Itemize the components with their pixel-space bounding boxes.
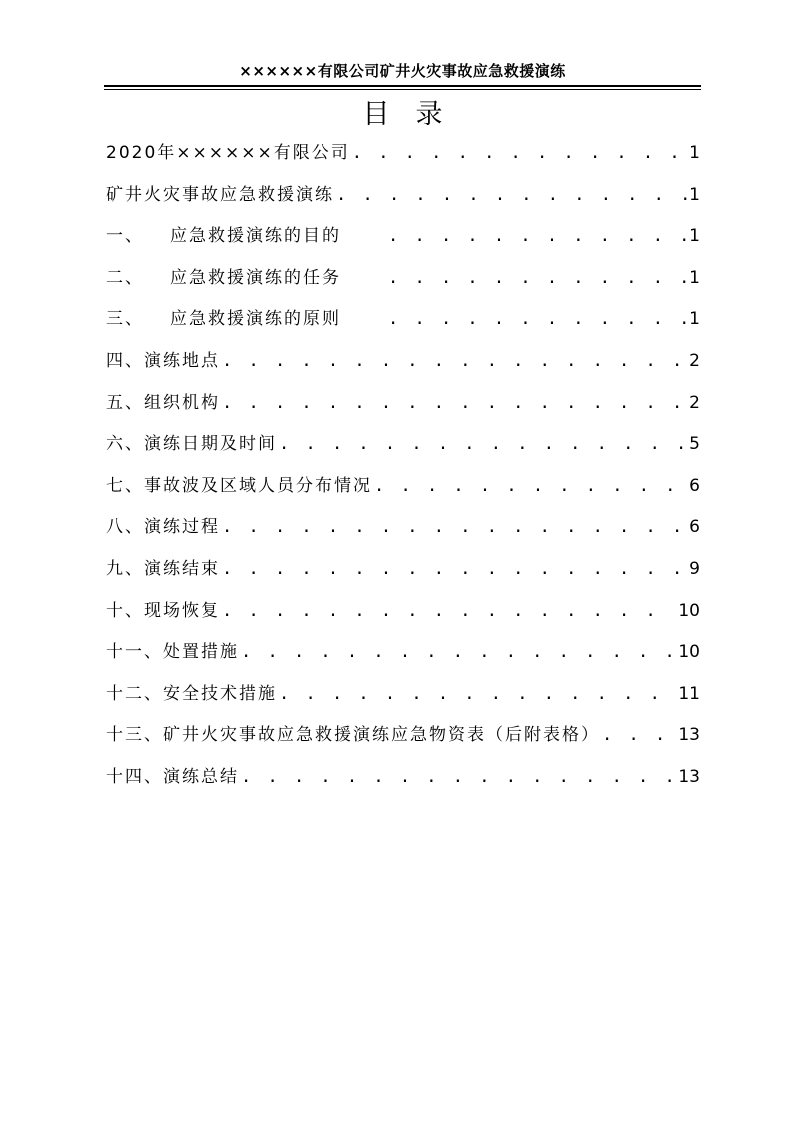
toc-leader-dots xyxy=(388,304,687,334)
toc-entry-page: 2 xyxy=(689,392,700,413)
toc-entry[interactable] xyxy=(106,221,700,263)
toc-entry[interactable] xyxy=(106,180,700,222)
toc-leader-dots xyxy=(388,221,687,251)
toc-entry-label: 应急救援演练的目的 xyxy=(170,226,341,247)
toc-entry-label: 演练过程 xyxy=(144,517,220,538)
toc-entry-page: 1 xyxy=(689,309,700,330)
header-rule-thick xyxy=(104,85,701,87)
toc-entry-number: 十一、 xyxy=(106,642,163,663)
toc-entry[interactable] xyxy=(106,512,700,554)
toc-entry-label: 演练日期及时间 xyxy=(144,434,277,455)
toc-entry[interactable] xyxy=(106,429,700,471)
toc-entry-page: 13 xyxy=(678,766,700,787)
toc-entry-number: 二、 xyxy=(106,267,144,288)
toc-entry-label: 事故波及区域人员分布情况 xyxy=(144,475,372,496)
toc-leader-dots xyxy=(352,138,687,168)
toc-leader-dots xyxy=(279,429,687,459)
toc-entry[interactable] xyxy=(106,637,700,679)
toc-entry-label: 现场恢复 xyxy=(144,600,220,621)
toc-entry-page: 1 xyxy=(689,267,700,288)
toc-entry-page: 1 xyxy=(689,184,700,205)
toc-entry-number: 八、 xyxy=(106,517,144,538)
toc-leader-dots xyxy=(241,762,676,792)
toc-leader-dots xyxy=(388,263,687,293)
toc-entry-number: 一、 xyxy=(106,226,144,247)
toc-leader-dots xyxy=(241,637,676,667)
toc-entry[interactable] xyxy=(106,679,700,721)
toc-entry-number: 九、 xyxy=(106,558,144,579)
toc-entry-page: 1 xyxy=(689,143,700,163)
toc-leader-dots xyxy=(336,180,687,210)
toc-entry-label: 演练地点 xyxy=(144,350,220,371)
toc-entry-number: 十、 xyxy=(106,600,144,621)
toc-entry-page: 9 xyxy=(689,558,700,579)
toc-entry[interactable] xyxy=(106,554,700,596)
toc-entry-number: 十四、 xyxy=(106,766,163,787)
toc-leader-dots xyxy=(222,554,687,584)
toc-entry-label: 组织机构 xyxy=(144,392,220,413)
toc-entry-number: 十三、 xyxy=(106,725,163,746)
toc-entry-number: 六、 xyxy=(106,434,144,455)
toc-entry[interactable] xyxy=(106,596,700,638)
toc-entry-number: 三、 xyxy=(106,309,144,330)
toc-entry-page: 5 xyxy=(689,434,700,455)
toc-entry[interactable] xyxy=(106,720,700,762)
toc-leader-dots xyxy=(222,346,687,376)
toc-entry-page: 6 xyxy=(689,517,700,538)
toc-leader-dots xyxy=(222,388,687,418)
toc-entry[interactable] xyxy=(106,471,700,513)
toc-entry-page: 6 xyxy=(689,475,700,496)
table-of-contents xyxy=(106,138,700,804)
toc-entry-label: 处置措施 xyxy=(163,642,239,663)
toc-entry[interactable] xyxy=(106,388,700,430)
toc-leader-dots xyxy=(374,471,687,501)
toc-entry[interactable] xyxy=(106,346,700,388)
toc-leader-dots xyxy=(279,679,676,709)
toc-entry-label: 2020年××××××有限公司 xyxy=(106,143,350,163)
toc-leader-dots xyxy=(602,720,676,750)
toc-entry-number: 四、 xyxy=(106,350,144,371)
toc-entry-number: 五、 xyxy=(106,392,144,413)
toc-leader-dots xyxy=(222,596,676,626)
toc-entry-page: 2 xyxy=(689,350,700,371)
toc-entry-page: 1 xyxy=(689,226,700,247)
toc-entry-page: 10 xyxy=(678,600,700,621)
toc-entry-label: 矿井火灾事故应急救援演练应急物资表（后附表格） xyxy=(163,725,600,746)
toc-entry[interactable] xyxy=(106,263,700,305)
toc-entry[interactable] xyxy=(106,304,700,346)
toc-entry-label: 矿井火灾事故应急救援演练 xyxy=(106,184,334,205)
toc-entry-label: 应急救援演练的原则 xyxy=(170,309,341,330)
toc-entry-page: 11 xyxy=(678,683,700,704)
page-header-title: ××××××有限公司矿井火灾事故应急救援演练 xyxy=(239,62,566,80)
toc-entry-label: 应急救援演练的任务 xyxy=(170,267,341,288)
toc-entry-label: 演练总结 xyxy=(163,766,239,787)
toc-entry[interactable] xyxy=(106,138,700,180)
toc-entry-page: 13 xyxy=(678,725,700,746)
toc-entry[interactable] xyxy=(106,762,700,804)
toc-entry-label: 演练结束 xyxy=(144,558,220,579)
toc-entry-number: 十二、 xyxy=(106,683,163,704)
toc-leader-dots xyxy=(222,512,687,542)
header-rule-thin xyxy=(104,89,701,90)
toc-entry-label: 安全技术措施 xyxy=(163,683,277,704)
toc-title: 目录 xyxy=(362,99,469,130)
toc-entry-number: 七、 xyxy=(106,475,144,496)
toc-entry-page: 10 xyxy=(678,642,700,663)
